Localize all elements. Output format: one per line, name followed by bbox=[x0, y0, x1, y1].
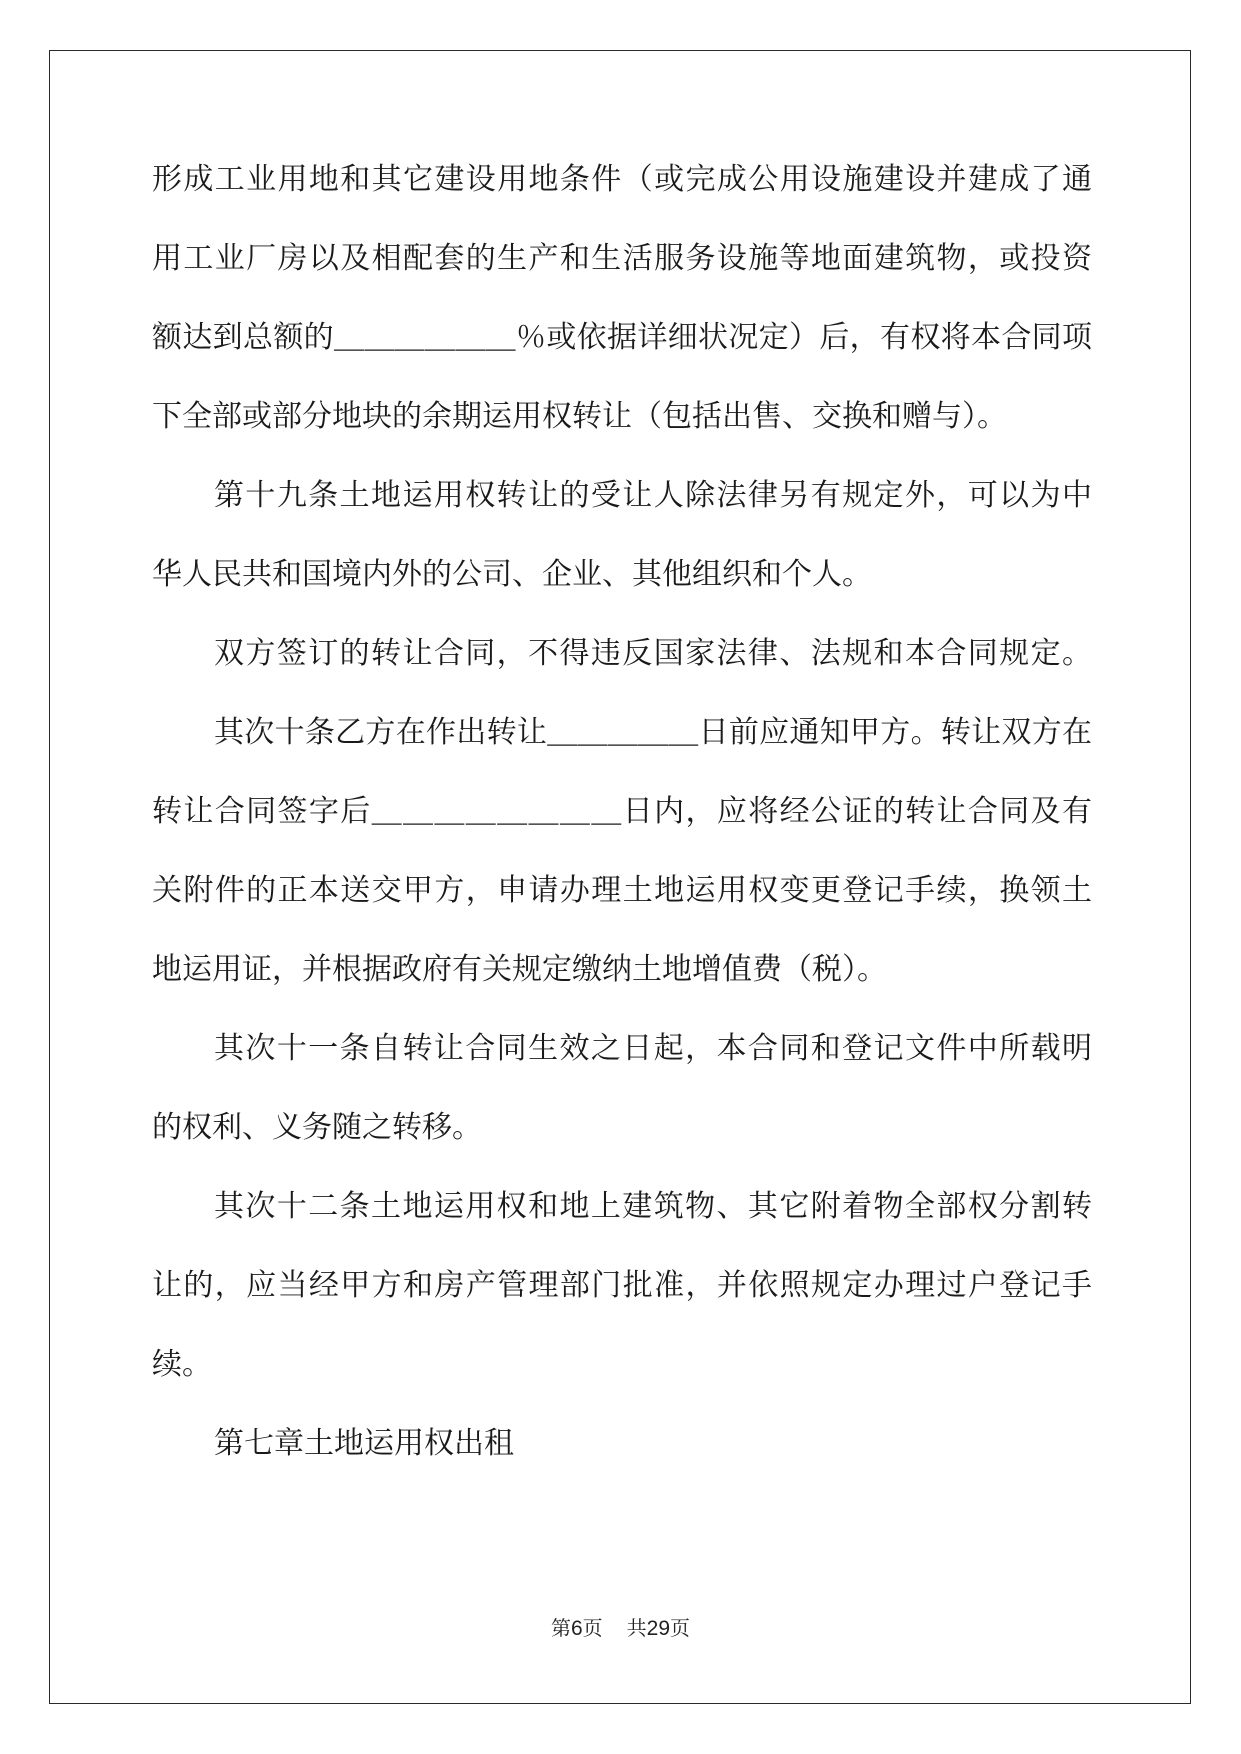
paragraph-line: 续。 bbox=[152, 1347, 212, 1382]
paragraph-line: 其次十二条土地运用权和地上建筑物、其它附着物全部权分割转 bbox=[214, 1189, 1092, 1224]
paragraph-line: 其次十一条自转让合同生效之日起，本合同和登记文件中所载明 bbox=[214, 1031, 1092, 1066]
chapter-heading: 第七章土地运用权出租 bbox=[214, 1426, 514, 1461]
paragraph-line: 转让合同签字后＿＿＿＿＿＿＿＿日内，应将经公证的转让合同及有 bbox=[152, 794, 1092, 829]
paragraph-line: 的权利、义务随之转移。 bbox=[152, 1110, 482, 1145]
total-suffix: 页 bbox=[670, 1616, 691, 1640]
page-suffix: 页 bbox=[582, 1616, 603, 1640]
total-prefix: 共 bbox=[626, 1616, 647, 1640]
document-body bbox=[152, 160, 1092, 1503]
paragraph-line: 额达到总额的＿＿＿＿＿＿％或依据详细状况定）后，有权将本合同项 bbox=[152, 320, 1092, 355]
paragraph-line: 地运用证，并根据政府有关规定缴纳土地增值费（税）。 bbox=[152, 952, 887, 987]
page-prefix: 第 bbox=[550, 1616, 571, 1640]
paragraph-line: 关附件的正本送交甲方，申请办理土地运用权变更登记手续，换领土 bbox=[152, 873, 1092, 908]
paragraph-line: 下全部或部分地块的余期运用权转让（包括出售、交换和赠与）。 bbox=[152, 399, 1007, 434]
paragraph-line: 让的，应当经甲方和房产管理部门批准，并依照规定办理过户登记手 bbox=[152, 1268, 1092, 1303]
page-number: 6 bbox=[570, 1617, 583, 1640]
paragraph-line: 华人民共和国境内外的公司、企业、其他组织和个人。 bbox=[152, 557, 872, 592]
paragraph-line: 第十九条土地运用权转让的受让人除法律另有规定外，可以为中 bbox=[214, 478, 1092, 513]
paragraph-line: 双方签订的转让合同，不得违反国家法律、法规和本合同规定。 bbox=[214, 636, 1092, 671]
paragraph-line: 用工业厂房以及相配套的生产和生活服务设施等地面建筑物，或投资 bbox=[152, 241, 1092, 276]
paragraph-line: 形成工业用地和其它建设用地条件（或完成公用设施建设并建成了通 bbox=[152, 162, 1092, 197]
total-pages: 29 bbox=[646, 1617, 671, 1640]
paragraph-line: 其次十条乙方在作出转让＿＿＿＿＿日前应通知甲方。转让双方在 bbox=[214, 715, 1092, 750]
page-footer bbox=[0, 1616, 1241, 1641]
